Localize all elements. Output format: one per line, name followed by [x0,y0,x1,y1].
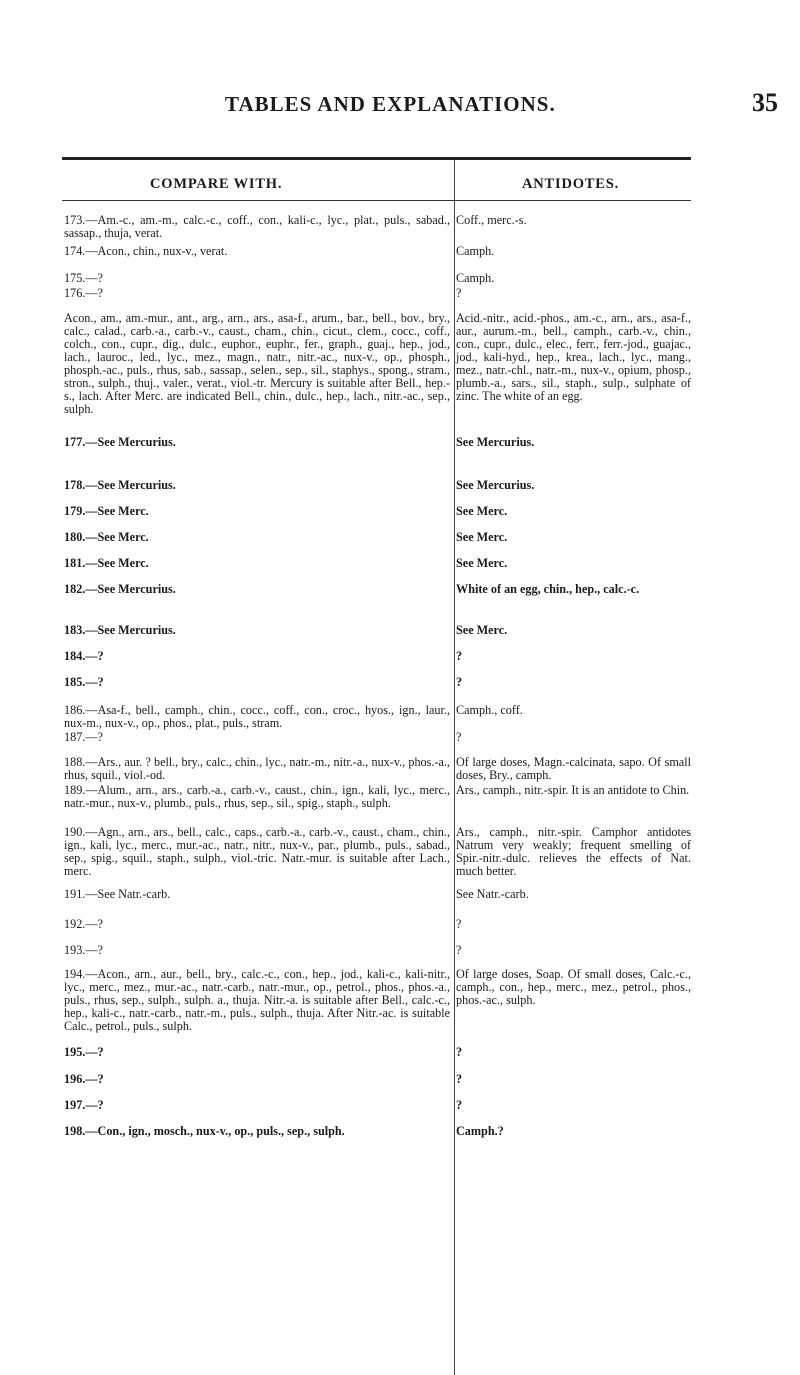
antidote-entry-191: See Natr.-carb. [456,887,529,901]
antidote-entry-194: Of large doses, Soap. Of small doses, Calc.-c., camph., con., hep., merc., mez., petrol., phos., phos.-ac., sulph. [456,967,691,1007]
compare-entry-193: 193.—? [64,943,103,957]
antidotes-heading: ANTIDOTES. [522,176,620,192]
page-number: 35 [752,88,778,117]
compare-with-heading: COMPARE WITH. [150,176,283,192]
antidote-entry-174: Camph. [456,244,495,258]
running-head [0,88,800,132]
compare-entry-195: 195.—? [64,1045,104,1059]
antidote-entry-187: ? [456,730,462,744]
compare-entry-187: 187.—? [64,730,103,744]
compare-entry-mercurius-list: Acon., am., am.-mur., ant., arg., arn., ars., asa-f., arum., bar., bell., bov., bry., calc., calad., carb.-a., carb.-v., caust., cham., chin., cicut., clem., cocc., coff., colch., con., cupr., dig., dulc., euphor., euphr., fer., graph., guaj., hep., jod., lach., lauroc., led., lyc., mez., magn., natr., nitr.-ac., nux-v., op., phosph., phosph.-ac., puls., rhus, sab., sassap., selen., sep., sil., staphys., spong., stram., stron., sulph., thuj., valer., verat., viol.-tr. Mercury is suitable after Bell., hep.-s., lach. After Merc. are indicated Bell., chin., dulc., hep., lach., nitr.-ac., sep., sulph. [64,311,450,416]
compare-entry-191: 191.—See Natr.-carb. [64,887,171,901]
compare-entry-174: 174.—Acon., chin., nux-v., verat. [64,244,228,258]
antidote-entry-181: See Merc. [456,556,508,570]
antidote-entry-188: Of large doses, Magn.-calcinata, sapo. Of small doses, Bry., camph. [456,755,691,782]
antidote-entry-175: Camph. [456,271,495,285]
antidote-entry-196: ? [456,1072,463,1086]
antidote-entry-177: See Mercurius. [456,435,535,449]
compare-entry-194: 194.—Acon., arn., aur., bell., bry., calc.-c., con., hep., jod., kali-c., kali-nitr., lyc., merc., mez., mur.-ac., natr.-carb., natr.-mur., op., petrol., phos., phos.-a., puls., rhus, sep., sulph., sulph. a., thuja. Nitr.-a. is suitable after Bell., calc.-c., hep., kali-c., natr.-carb., natr.-m., puls., sulph., thuja. After Nitr.-ac. is suitable Calc., petrol., puls., sulph. [64,967,450,1033]
compare-entry-181: 181.—See Merc. [64,556,149,570]
antidote-entry-186: Camph., coff. [456,703,523,717]
compare-entry-183: 183.—See Mercurius. [64,623,176,637]
antidote-entry-mercurius-list: Acid.-nitr., acid.-phos., am.-c., arn., ars., asa-f., aur., aurum.-m., bell., camph., carb.-v., chin., con., cupr., dulc., elec., ferr., ferr.-jod., guajac., jod., kali-hyd., hep., krea., lach., lyc., mang., mez., natr.-chl., natr.-m., nux-v., opium, phosp., plumb.-a., sars., sil., staph., sulp., sulphate of zinc. The white of an egg. [456,311,691,403]
compare-entry-197: 197.—? [64,1098,104,1112]
antidote-entry-182: White of an egg, chin., hep., calc.-c. [456,582,640,596]
compare-entry-189: 189.—Alum., arn., ars., carb.-a., carb.-v., caust., chin., ign., kali, lyc., merc., natr.-mur., nux-v., plumb., puls., rhus, sep., sil., spig., staph., sulph. [64,783,450,810]
antidote-entry-189: Ars., camph., nitr.-spir. It is an antidote to Chin. [456,783,690,797]
compare-entry-190: 190.—Agn., arn., ars., bell., calc., caps., carb.-a., carb.-v., caust., cham., chin., ign., kali, lyc., merc., mur.-ac., natr., nitr., nux-v., par., plumb., puls., sabad., sep., spig., squil., staph., sulph., viol.-tric. Natr.-mur. is suitable after Lach., merc. [64,825,450,878]
antidote-entry-193: ? [456,943,462,957]
antidote-entry-185: ? [456,675,463,689]
column-divider [454,160,455,1375]
compare-entry-178: 178.—See Mercurius. [64,478,176,492]
compare-entry-173: 173.—Am.-c., am.-m., calc.-c., coff., con., kali-c., lyc., plat., puls., sabad., sassap., thuja, verat. [64,213,450,240]
compare-entry-188: 188.—Ars., aur. ? bell., bry., calc., chin., lyc., natr.-m., nitr.-a., nux-v., phos.-a., rhus, squil., viol.-od. [64,755,450,782]
compare-entry-198: 198.—Con., ign., mosch., nux-v., op., puls., sep., sulph. [64,1124,345,1138]
compare-entry-180: 180.—See Merc. [64,530,149,544]
antidote-entry-183: See Merc. [456,623,508,637]
compare-entry-186: 186.—Asa-f., bell., camph., chin., cocc., coff., con., croc., hyos., ign., laur., nux-m., nux-v., op., phos., plat., puls., stram. [64,703,450,730]
compare-entry-182: 182.—See Mercurius. [64,582,176,596]
compare-entry-176: 176.—? [64,286,103,300]
compare-entry-175: 175.—? [64,271,103,285]
antidote-entry-176: ? [456,286,462,300]
antidote-entry-180: See Merc. [456,530,508,544]
compare-entry-196: 196.—? [64,1072,104,1086]
antidote-entry-178: See Mercurius. [456,478,535,492]
compare-entry-179: 179.—See Merc. [64,504,149,518]
antidote-entry-184: ? [456,649,463,663]
compare-entry-185: 185.—? [64,675,104,689]
antidote-entry-173: Coff., merc.-s. [456,213,527,227]
antidote-entry-197: ? [456,1098,463,1112]
antidote-entry-190: Ars., camph., nitr.-spir. Camphor antidotes Natrum very weakly; frequent smelling of Spir.-nitr.-dulc. relieves the effects of Nat. much better. [456,825,691,878]
antidote-entry-179: See Merc. [456,504,508,518]
compare-entry-177: 177.—See Mercurius. [64,435,176,449]
compare-entry-184: 184.—? [64,649,104,663]
heading-rule [62,200,691,201]
top-rule [62,157,691,160]
antidote-entry-198: Camph.? [456,1124,504,1138]
page-title: TABLES AND EXPLANATIONS. [225,92,556,116]
antidote-entry-192: ? [456,917,462,931]
antidote-entry-195: ? [456,1045,463,1059]
compare-entry-192: 192.—? [64,917,103,931]
